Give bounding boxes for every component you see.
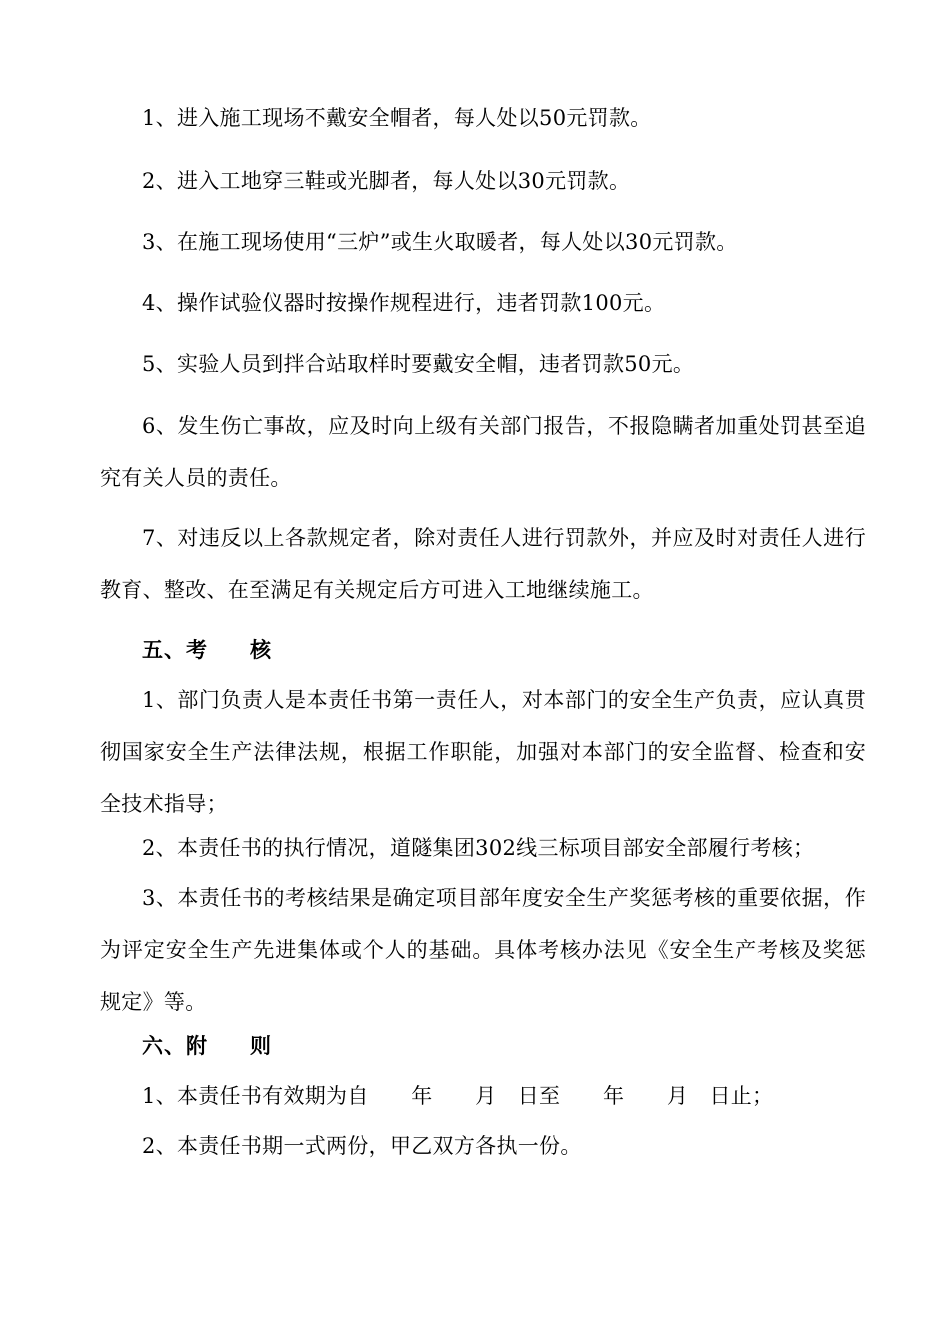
rule-3: 3、在施工现场使用“三炉”或生火取暖者，每人处以30元罚款。 xyxy=(142,230,738,254)
section-5-heading xyxy=(100,624,866,676)
section-5-item-2: 2、本责任书的执行情况，道隧集团302线三标项目部安全部履行考核； xyxy=(142,836,815,860)
section-6-item-2: 2、本责任书期一式两份，甲乙双方各执一份。 xyxy=(142,1134,582,1158)
section-6-heading xyxy=(100,1020,866,1072)
rule-6: 6、发生伤亡事故，应及时向上级有关部门报告，不报隐瞒者加重处罚甚至追究有关人员的责任。 xyxy=(100,414,866,490)
section-6-heading-prefix: 六、附 xyxy=(142,1033,208,1058)
rule-4: 4、操作试验仪器时按操作规程进行，违者罚款100元。 xyxy=(142,291,666,315)
rule-7: 7、对违反以上各款规定者，除对责任人进行罚款外，并应及时对责任人进行教育、整改、在至满足有关规定后方可进入工地继续施工。 xyxy=(100,526,866,602)
section-5-heading-prefix: 五、考 xyxy=(142,637,208,662)
rule-5: 5、实验人员到拌合站取样时要戴安全帽，违者罚款50元。 xyxy=(142,352,695,376)
section-5-item-1: 1、部门负责人是本责任书第一责任人，对本部门的安全生产负责，应认真贯彻国家安全生产法律法规，根据工作职能，加强对本部门的安全监督、检查和安全技术指导； xyxy=(100,688,866,816)
section-6-item-1: 1、本责任书有效期为自 年 月 日至 年 月 日止； xyxy=(142,1084,774,1108)
rule-1: 1、进入施工现场不戴安全帽者，每人处以50元罚款。 xyxy=(142,106,652,130)
section-6-heading-suffix: 则 xyxy=(250,1033,272,1058)
section-5-heading-suffix: 核 xyxy=(250,637,272,662)
section-5-item-3: 3、本责任书的考核结果是确定项目部年度安全生产奖惩考核的重要依据，作为评定安全生产先进集体或个人的基础。具体考核办法见《安全生产考核及奖惩规定》等。 xyxy=(100,886,866,1014)
rule-2: 2、进入工地穿三鞋或光脚者，每人处以30元罚款。 xyxy=(142,169,631,193)
